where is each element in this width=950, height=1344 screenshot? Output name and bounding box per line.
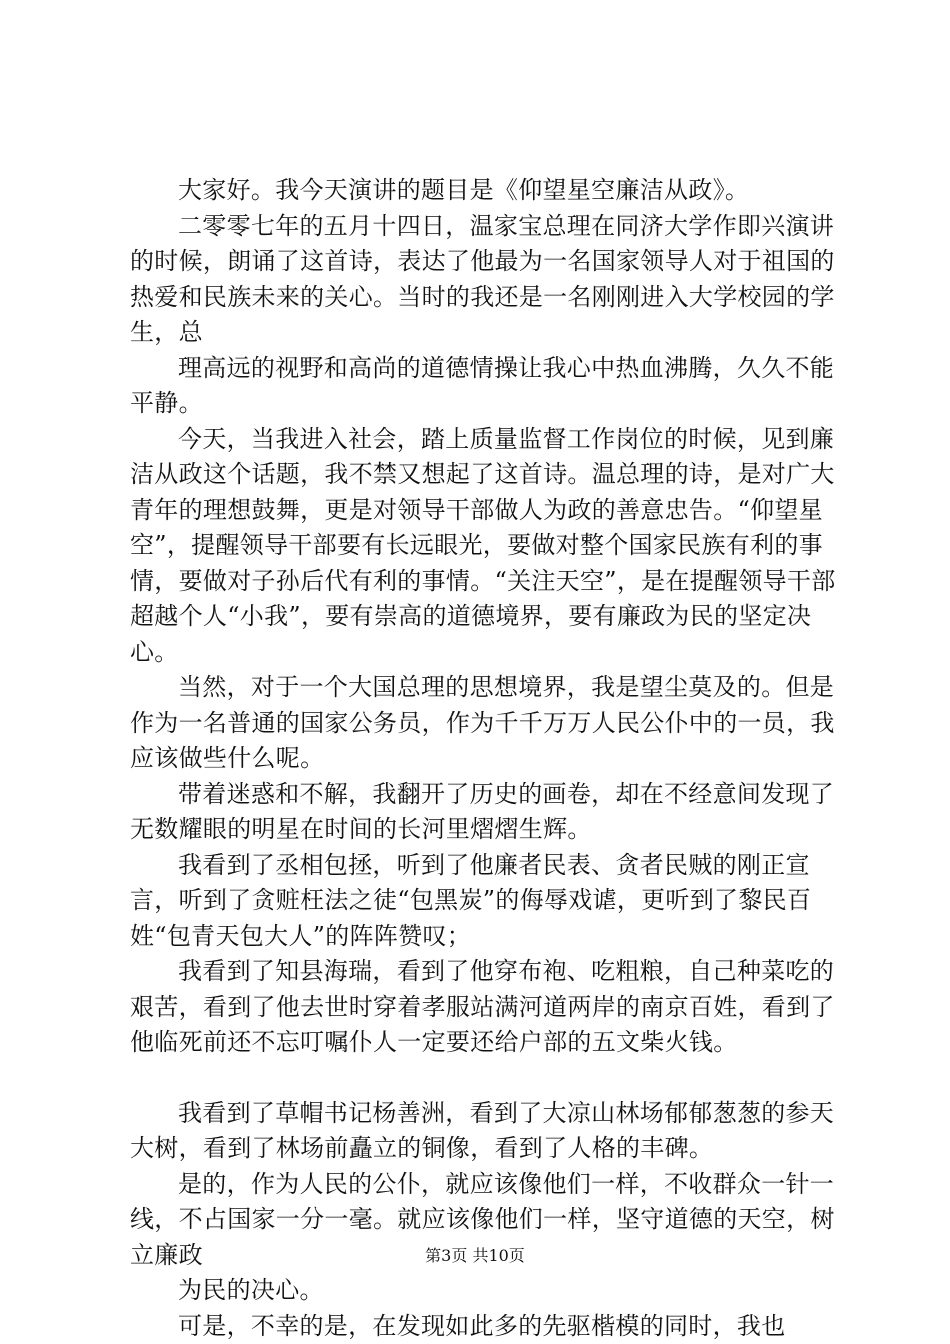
paragraph-greeting: 大家好。我今天演讲的题目是《仰望星空廉洁从政》。: [178, 176, 750, 204]
paragraph-public-servant: 是的，作为人民的公仆，就应该像他们一样，不收群众一针一线，不占国家一分一毫。就应该像他们一样，坚守道德的天空，树立廉政: [130, 1169, 835, 1269]
document-body: [130, 173, 850, 1344]
paragraph-baozheng: 我看到了丞相包拯，听到了他廉者民表、贪者民贼的刚正宣言，听到了贪赃枉法之徒“包黑炭”的侮辱戏谑，更听到了黎民百姓“包青天包大人”的阵阵赞叹；: [130, 850, 812, 950]
paragraph-gap: [130, 1061, 850, 1096]
paragraph-speech-intro: 二零零七年的五月十四日，温家宝总理在同济大学作即兴演讲的时候，朗诵了这首诗，表达了他最为一名国家领导人对于祖国的热爱和民族未来的关心。当时的我还是一名刚刚进入大学校园的学生，总: [130, 211, 835, 346]
paragraph-of-course: 当然，对于一个大国总理的思想境界，我是望尘莫及的。但是作为一名普通的国家公务员，作为千千万万人民公仆中的一员，我应该做些什么呢。: [130, 673, 835, 772]
paragraph-today: 今天，当我进入社会，踏上质量监督工作岗位的时候，见到廉洁从政这个话题，我不禁又想起了这首诗。温总理的诗，是对广大青年的理想鼓舞，更是对领导干部做人为政的善意忠告。“仰望星空”，提醒领导干部要有长远眼光，要做对整个国家民族有利的事情，要做对子孙后代有利的事情。“关注天空”，是在提醒领导干部超越个人“小我”，要有崇高的道德境界，要有廉政为民的坚定决心。: [130, 424, 836, 666]
paragraph-unfortunately: 可是，不幸的是，在发现如此多的先驱楷模的同时，我也: [178, 1311, 786, 1340]
paragraph-hairui: 我看到了知县海瑞，看到了他穿布袍、吃粗粮，自己种菜吃的艰苦，看到了他去世时穿着孝服站满河道两岸的南京百姓，看到了他临死前还不忘叮嘱仆人一定要还给户部的五文柴火钱。: [130, 957, 835, 1056]
paragraph-history: 带着迷惑和不解，我翻开了历史的画卷，却在不经意间发现了无数耀眼的明星在时间的长河里熠熠生辉。: [130, 779, 835, 843]
page-number-footer: 第3页 共10页: [425, 1246, 525, 1265]
paragraph-resolve: 为民的决心。: [178, 1276, 324, 1304]
paragraph-yangshanzhou: 我看到了草帽书记杨善洲，看到了大凉山林场郁郁葱葱的参天大树，看到了林场前矗立的铜像，看到了人格的丰碑。: [130, 1098, 835, 1162]
paragraph-continuation: 理高远的视野和高尚的道德情操让我心中热血沸腾，久久不能平静。: [130, 353, 835, 417]
